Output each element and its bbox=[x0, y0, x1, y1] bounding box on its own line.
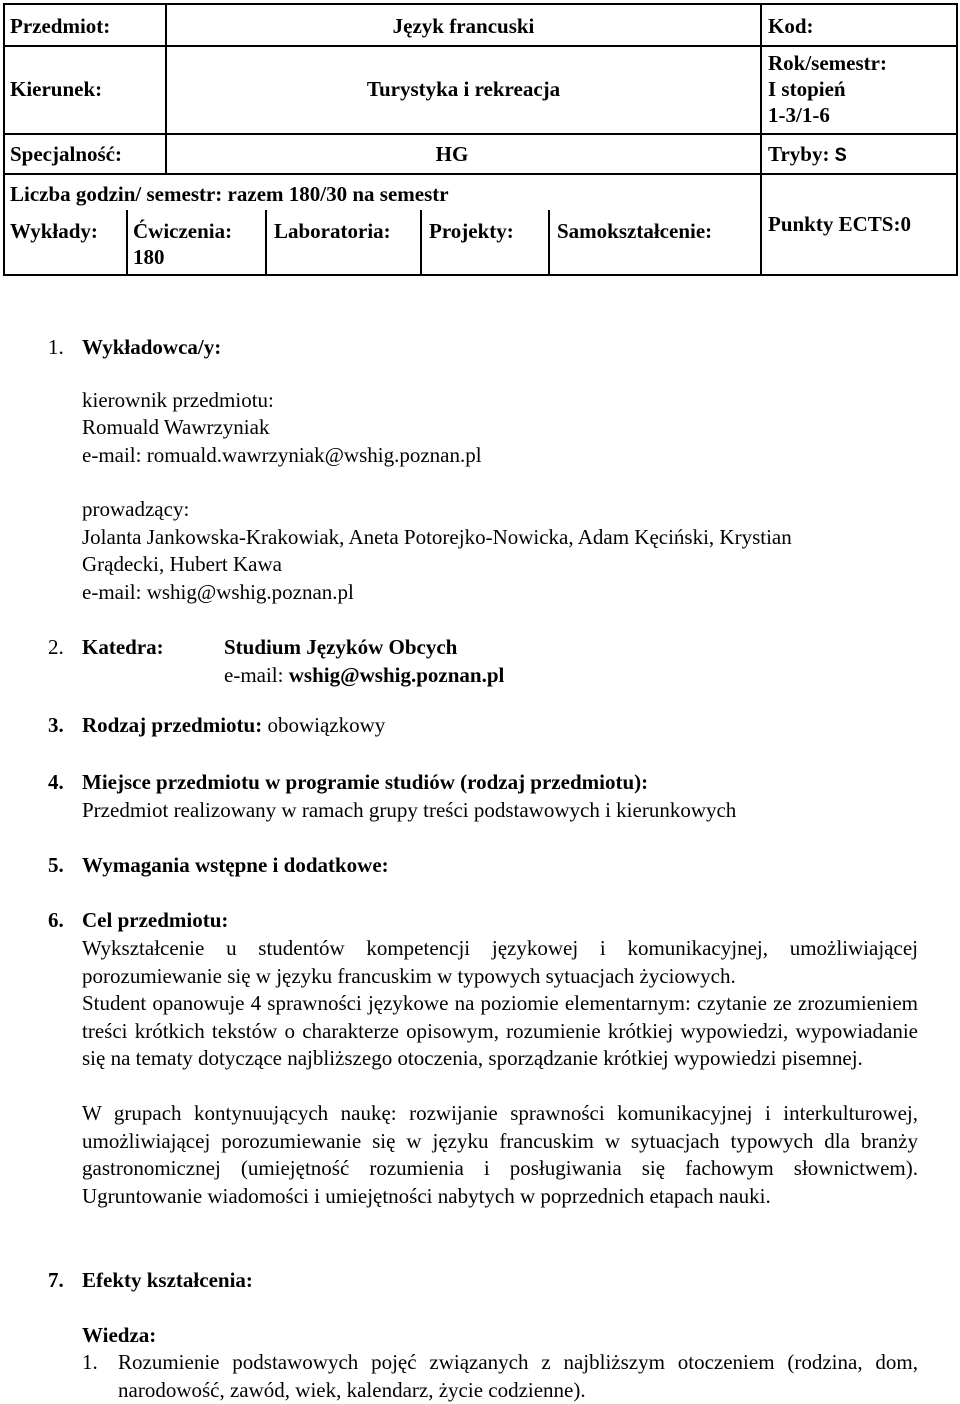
cwiczenia-cell bbox=[133, 218, 232, 270]
course-header-table bbox=[0, 0, 960, 280]
section-3-title: Rodzaj przedmiotu: bbox=[82, 713, 268, 737]
tryby-value: S bbox=[834, 145, 847, 168]
section-7-number: 7. bbox=[48, 1268, 64, 1292]
liczba-godzin: Liczba godzin/ semestr: razem 180/30 na semestr bbox=[10, 182, 449, 206]
kierownik-email: e-mail: romuald.wawrzyniak@wshig.poznan.pl bbox=[82, 443, 482, 467]
table-col-divider bbox=[126, 210, 128, 276]
przedmiot-label: Przedmiot: bbox=[10, 14, 111, 38]
prowadzacy-names-line-2: Grądecki, Hubert Kawa bbox=[82, 552, 282, 576]
rok-semestr-value: 1-3/1-6 bbox=[768, 103, 830, 127]
ects-label: Punkty ECTS:0 bbox=[768, 212, 911, 236]
table-col-divider bbox=[420, 210, 422, 276]
table-col-divider bbox=[760, 3, 762, 276]
section-6-number: 6. bbox=[48, 908, 64, 932]
table-border-right bbox=[956, 3, 958, 276]
cwiczenia-label: Ćwiczenia: bbox=[133, 219, 233, 243]
section-4-title: Miejsce przedmiotu w programie studiów (rodzaj przedmiotu): bbox=[82, 770, 649, 794]
section-7-title: Efekty kształcenia: bbox=[82, 1268, 253, 1292]
section-3-row bbox=[82, 712, 385, 740]
kierownik-label: kierownik przedmiotu: bbox=[82, 388, 274, 412]
prowadzacy-names-line-1: Jolanta Jankowska-Krakowiak, Aneta Potorejko-Nowicka, Adam Kęciński, Krystian bbox=[82, 525, 792, 549]
wiedza-item-1: Rozumienie podstawowych pojęć związanych z najbliższym otoczeniem (rodzina, dom, narodowość, zawód, wiek, kalendarz, życie codzienne). bbox=[118, 1350, 918, 1402]
section-2-number: 2. bbox=[48, 635, 64, 659]
specjalnosc-value: HG bbox=[435, 142, 469, 166]
table-border-top bbox=[3, 3, 958, 5]
prowadzacy-label: prowadzący: bbox=[82, 497, 190, 521]
table-col-divider bbox=[548, 210, 550, 276]
table-row-divider bbox=[3, 173, 958, 175]
cel-paragraph-1: Wykształcenie u studentów kompetencji językowej i komunikacyjnej, umożliwiającej porozumiewanie się w języku francuskim w typowych sytuacjach życiowych. bbox=[82, 936, 918, 988]
section-2-title: Katedra: bbox=[82, 635, 164, 659]
katedra-email-row bbox=[224, 662, 504, 690]
cel-paragraph-2: Student opanowuje 4 sprawności językowe na poziomie elementarnym: czytanie ze zrozumieniem treści krótkich tekstów o charakterze opisowym, rozumienie krótkiej wypowiedzi, wypowiadanie się na tematy dotyczące najbliższego otoczenia, sporządzanie krótkiej wypowiedzi pisemnej. bbox=[82, 991, 918, 1070]
tryby-cell bbox=[768, 141, 847, 170]
table-border-left bbox=[3, 3, 5, 276]
katedra-email: wshig@wshig.poznan.pl bbox=[288, 663, 505, 687]
prowadzacy-email: e-mail: wshig@wshig.poznan.pl bbox=[82, 580, 354, 604]
cwiczenia-value: 180 bbox=[133, 245, 165, 269]
tryby-label: Tryby: bbox=[768, 142, 835, 166]
table-row-divider bbox=[3, 133, 958, 135]
table-col-divider bbox=[265, 210, 267, 276]
kod-label: Kod: bbox=[768, 14, 814, 38]
laboratoria-label: Laboratoria: bbox=[274, 219, 391, 243]
wyklady-label: Wykłady: bbox=[10, 219, 98, 243]
rok-semestr-label: Rok/semestr: bbox=[768, 51, 887, 75]
specjalnosc-label: Specjalność: bbox=[10, 142, 122, 166]
katedra-value: Studium Języków Obcych bbox=[224, 635, 458, 659]
katedra-email-label: e-mail: bbox=[224, 663, 289, 687]
section-4-value: Przedmiot realizowany w ramach grupy treści podstawowych i kierunkowych bbox=[82, 798, 737, 822]
cel-paragraph-3: W grupach kontynuujących naukę: rozwijanie sprawności komunikacyjnej i interkulturowej, umożliwiającej porozumiewanie się w języku francuskim w sytuacjach typowych dla branży gastronomicznej (umiejętność rozumienia i posługiwania się fachowym słownictwem). Ugruntowanie wiadomości i umiejętności nabytych w poprzednich etapach nauki. bbox=[82, 1101, 918, 1208]
section-3-number: 3. bbox=[48, 713, 64, 737]
rok-semestr-cell bbox=[768, 50, 887, 128]
samoksztalcenie-label: Samokształcenie: bbox=[557, 219, 713, 243]
section-1-number: 1. bbox=[48, 335, 64, 359]
table-border-bottom bbox=[3, 274, 958, 276]
table-row-divider bbox=[3, 45, 958, 47]
projekty-label: Projekty: bbox=[429, 219, 514, 243]
section-6-title: Cel przedmiotu: bbox=[82, 908, 229, 932]
rodzaj-value: obowiązkowy bbox=[267, 713, 386, 737]
wiedza-label: Wiedza: bbox=[82, 1323, 157, 1347]
section-4-number: 4. bbox=[48, 770, 64, 794]
przedmiot-value: Język francuski bbox=[392, 14, 535, 38]
rok-stopien: I stopień bbox=[768, 77, 846, 101]
section-1-title: Wykładowca/y: bbox=[82, 335, 222, 359]
kierunek-value: Turystyka i rekreacja bbox=[366, 77, 561, 101]
kierownik-name: Romuald Wawrzyniak bbox=[82, 415, 270, 439]
section-5-title: Wymagania wstępne i dodatkowe: bbox=[82, 853, 389, 877]
wiedza-item-1-number: 1. bbox=[82, 1350, 98, 1374]
kierunek-label: Kierunek: bbox=[10, 77, 103, 101]
section-5-number: 5. bbox=[48, 853, 64, 877]
